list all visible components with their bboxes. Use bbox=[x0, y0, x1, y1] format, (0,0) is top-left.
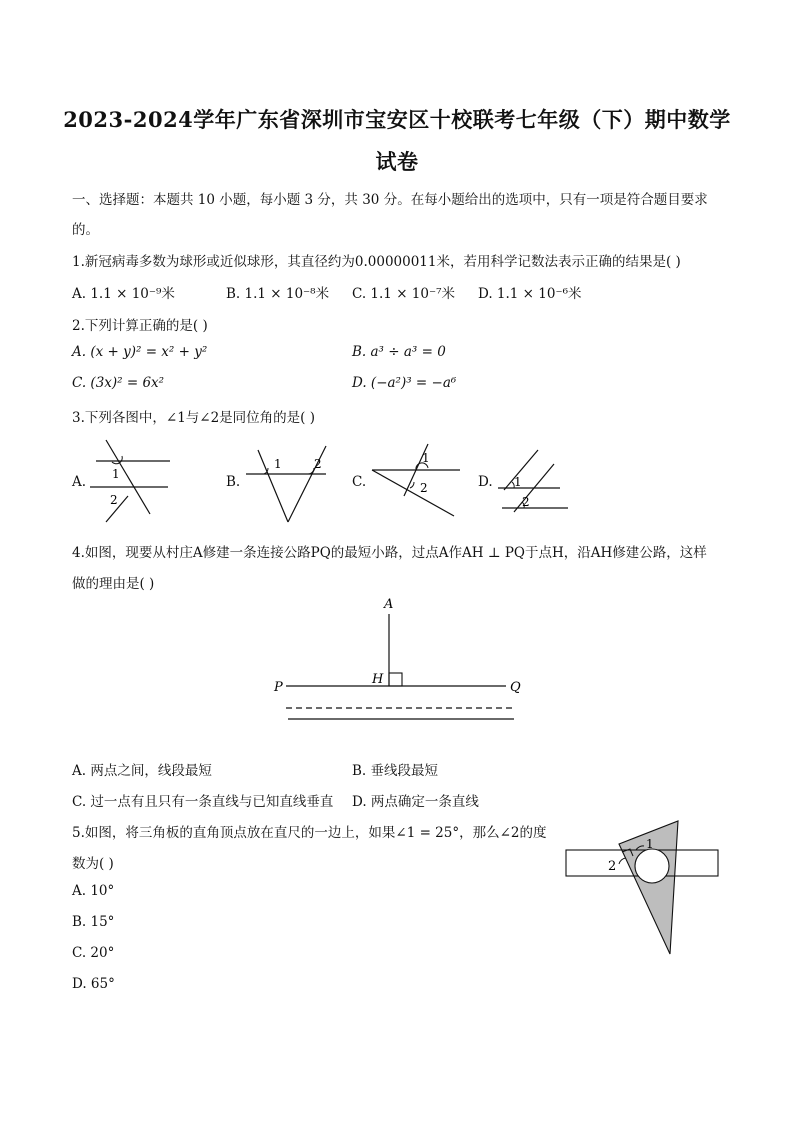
q5-option-a: A. 10° bbox=[72, 883, 115, 899]
q3-option-c-letter: C. bbox=[352, 474, 367, 490]
paper-title-line1: 2023-2024学年广东省深圳市宝安区十校联考七年级（下）期中数学 bbox=[63, 107, 731, 132]
q3-a-angle2-label: 2 bbox=[110, 493, 118, 507]
q3-figure-d bbox=[494, 442, 574, 522]
q3-figure-a bbox=[88, 434, 188, 524]
q2-option-d: D. (−a²)³ = −a⁶ bbox=[352, 375, 457, 391]
q3-figure-c bbox=[368, 436, 468, 526]
q5-angle1-label: 1 bbox=[646, 837, 654, 851]
q5-option-d: D. 65° bbox=[72, 976, 115, 992]
q5-stem-line2: 数为( ) bbox=[72, 856, 114, 872]
section-heading-line1: 一、选择题：本题共 10 小题，每小题 3 分，共 30 分。在每小题给出的选项中，只有一项是符合题目要求 bbox=[72, 192, 708, 208]
q1-option-a: A. 1.1 × 10⁻⁹米 bbox=[72, 286, 175, 302]
q5-stem-line1: 5.如图，将三角板的直角顶点放在直尺的一边上，如果∠1 = 25°，那么∠2的度 bbox=[72, 825, 547, 841]
q4-label-a: A bbox=[384, 597, 394, 612]
q3-b-angle2-label: 2 bbox=[314, 457, 322, 471]
q4-option-b: B. 垂线段最短 bbox=[352, 763, 439, 779]
q3-a-angle1-label: 1 bbox=[112, 467, 120, 481]
q4-figure bbox=[268, 592, 548, 732]
q1-option-c: C. 1.1 × 10⁻⁷米 bbox=[352, 286, 456, 302]
q3-option-d-letter: D. bbox=[478, 474, 493, 490]
paper-title-line2: 试卷 bbox=[375, 149, 419, 174]
q3-d-angle1-label: 1 bbox=[514, 475, 522, 489]
q4-stem-line1: 4.如图，现要从村庄A修建一条连接公路PQ的最短小路，过点A作AH ⊥ PQ于点H，沿AH修建公路，这样 bbox=[72, 545, 707, 561]
q4-option-c: C. 过一点有且只有一条直线与已知直线垂直 bbox=[72, 794, 334, 810]
q4-label-h: H bbox=[372, 672, 384, 687]
q3-stem: 3.下列各图中，∠1与∠2是同位角的是( ) bbox=[72, 410, 316, 426]
q2-option-b: B. a³ ÷ a³ = 0 bbox=[352, 344, 446, 360]
q3-d-angle2-label: 2 bbox=[522, 495, 530, 509]
q4-option-d: D. 两点确定一条直线 bbox=[352, 794, 479, 810]
q5-option-c: C. 20° bbox=[72, 945, 115, 961]
q4-label-p: P bbox=[274, 680, 283, 695]
q3-option-b-letter: B. bbox=[226, 474, 241, 490]
q2-option-c: C. (3x)² = 6x² bbox=[72, 375, 165, 391]
q4-label-q: Q bbox=[510, 680, 521, 695]
q3-c-angle2-label: 2 bbox=[420, 481, 428, 495]
q3-b-angle1-label: 1 bbox=[274, 457, 282, 471]
q2-option-a: A. (x + y)² = x² + y² bbox=[72, 344, 208, 360]
q3-figure-b bbox=[244, 442, 334, 532]
q1-stem: 1.新冠病毒多数为球形或近似球形，其直径约为0.00000011米，若用科学记数法表示正确的结果是( ) bbox=[72, 254, 681, 270]
q2-stem: 2.下列计算正确的是( ) bbox=[72, 318, 208, 334]
q4-option-a: A. 两点之间，线段最短 bbox=[72, 763, 212, 779]
q5-option-b: B. 15° bbox=[72, 914, 115, 930]
q5-angle2-label: 2 bbox=[608, 859, 617, 874]
q3-c-angle1-label: 1 bbox=[422, 451, 430, 465]
q1-option-b: B. 1.1 × 10⁻⁸米 bbox=[226, 286, 330, 302]
q4-stem-line2: 做的理由是( ) bbox=[72, 576, 155, 592]
section-heading-line2: 的。 bbox=[72, 222, 99, 238]
q3-option-a-letter: A. bbox=[72, 474, 87, 490]
q1-option-d: D. 1.1 × 10⁻⁶米 bbox=[478, 286, 582, 302]
q5-figure bbox=[564, 818, 724, 958]
